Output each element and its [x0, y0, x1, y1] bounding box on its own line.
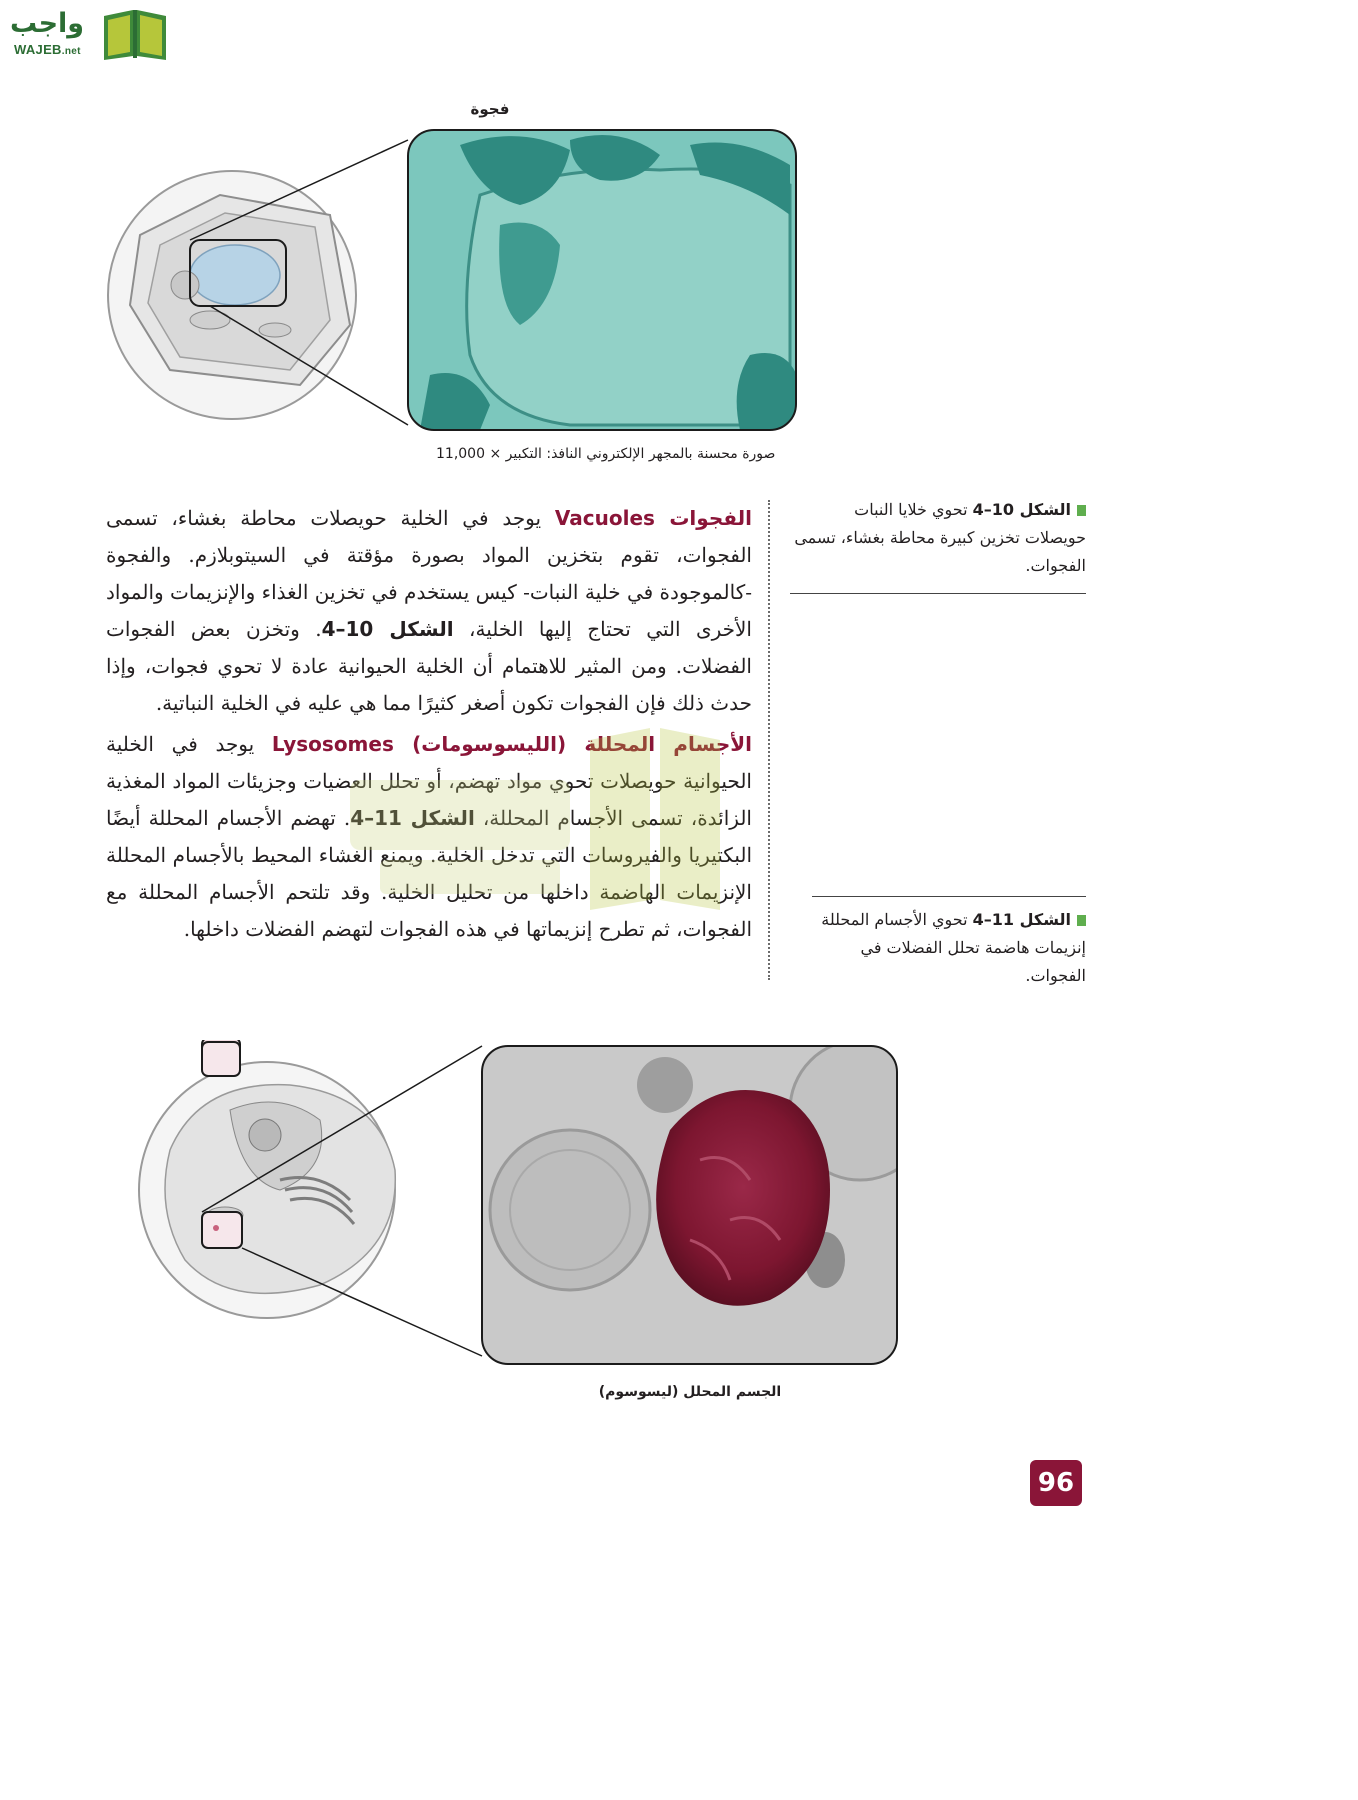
plant-cell-figure — [100, 125, 810, 465]
column-divider — [768, 500, 770, 980]
figure-caption-top: صورة محسنة بالمجهر الإلكتروني النافذ: التكبير × 11,000 — [436, 446, 776, 462]
page-number: 96 — [1030, 1460, 1082, 1506]
side-caption-10: الشكل 10–4 تحوي خلايا النبات حويصلات تخزين كبيرة محاطة بغشاء، تسمى الفجوات. — [794, 500, 1086, 575]
term-vacuoles: الفجوات Vacuoles — [554, 506, 752, 530]
caption-rule-11 — [812, 896, 1086, 897]
lysosome-callout-visible — [0, 1000, 1190, 1400]
paragraph-lysosomes: الأجسام المحللة (الليسوسومات) Lysosomes يوجد في الخلية الحيوانية حويصلات تحوي مواد تهضم، أو تحلل العضيات وجزيئات المواد المغذية الزائدة، تسمى الأجسام المحللة، الشكل 11–4. تهضم الأجسام المحللة أيضًا البكتيريا والفيروسات التي تدخل الخلية. ويمنع الغشاء المحيط بالأجسام المحللة الإنزيمات الهاضمة داخلها من تحليل الخلية. وقد تلتحم الأجسام المحللة مع الفجوات، ثم تطرح إنزيماتها في هذه الفجوات لتهضم الفضلات داخلها. — [106, 732, 752, 941]
side-caption-11: الشكل 11–4 تحوي الأجسام المحللة إنزيمات هاضمة تحلل الفضلات في الفجوات. — [821, 910, 1086, 985]
caption-bullet-icon — [1077, 915, 1086, 926]
figure-ref-10: الشكل 10–4 — [321, 617, 454, 641]
figure-ref-11: الشكل 11–4 — [350, 806, 475, 830]
term-lysosomes: الأجسام المحللة (الليسوسومات) Lysosomes — [271, 732, 752, 756]
book-icon — [100, 6, 170, 62]
vacuole-label: فجوة — [470, 100, 510, 118]
logo-arabic-text: واجب — [10, 8, 85, 39]
logo-english-text: WAJEB.net — [14, 42, 81, 57]
site-logo[interactable] — [8, 6, 168, 62]
caption-bullet-icon — [1077, 505, 1086, 516]
paragraph-vacuoles: الفجوات Vacuoles يوجد في الخلية حويصلات محاطة بغشاء، تسمى الفجوات، تقوم بتخزين المواد بصورة مؤقتة في السيتوبلازم. والفجوة -كالموجودة في خلية النبات- كيس يستخدم في تخزين الغذاء والإنزيمات والمواد الأخرى التي تحتاج إليها الخلية، الشكل 10–4. وتخزن بعض الفجوات الفضلات. ومن المثير للاهتمام أن الخلية الحيوانية عادة لا تحوي فجوات، وإذا حدث ذلك فإن الفجوات تكون أصغر كثيرًا مما هي عليه في الخلية النباتية. — [106, 506, 752, 715]
lysosome-label: الجسم المحلل (ليسوسوم) — [598, 1384, 782, 1400]
caption-rule-10 — [790, 593, 1086, 594]
body-text — [106, 500, 752, 948]
